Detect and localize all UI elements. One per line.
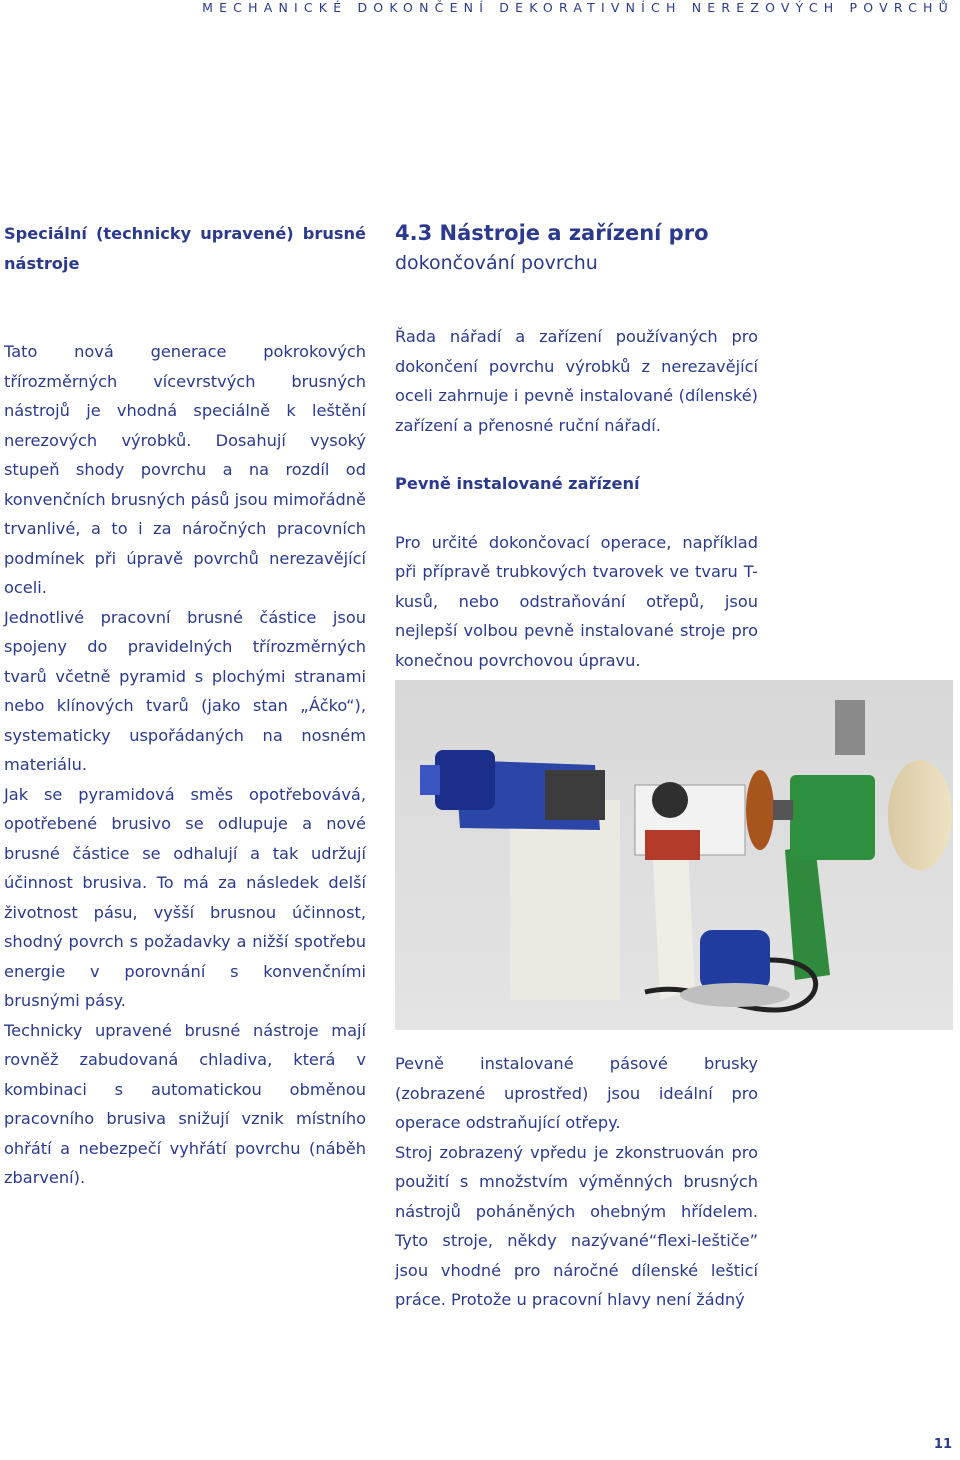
right-paragraph: Pro určité dokončovací operace, například při přípravě trubkových tvarovek ve tvaru T-kusů, nebo odstraňování otřepů, jsou nejlepší volbou pevně instalované stroje pro konečnou povrchovou úpravu. [395, 532, 758, 670]
section-heading-line2: dokončování povrchu [395, 251, 598, 274]
left-heading: Speciální (technicky upravené) brusné nástroje [4, 224, 366, 273]
section-heading-line1: 4.3 Nástroje a zařízení pro [395, 221, 709, 245]
right-intro: Řada nářadí a zařízení používaných pro dokončení povrchu výrobků z nerezavějící oceli zahrnuje i pevně instalované (dílenské) zařízení a přenosné ruční nářadí. [395, 327, 758, 435]
section-heading [395, 219, 758, 278]
caption-paragraph-1: Pevně instalované pásové brusky (zobrazené uprostřed) jsou ideální pro operace odstraňující otřepy. [395, 1054, 758, 1132]
right-subheading: Pevně instalované zařízení [395, 474, 640, 493]
left-paragraph-4: Technicky upravené brusné nástroje mají rovněž zabudovaná chladiva, která v kombinaci s automatickou obměnou pracovního brusiva snižují vznik místního ohřátí a nebezpečí vyhřátí povrchu (náběh zbarvení). [4, 1020, 366, 1187]
photo-caption [395, 1049, 758, 1315]
left-column [4, 219, 366, 1193]
left-paragraph-2: Jednotlivé pracovní brusné částice jsou spojeny do pravidelných třírozměrných tvarů včetně pyramid s plochými stranami nebo klínových tvarů (jako stan „Áčko“), systematicky uspořádaných na nosném materiálu. [4, 607, 366, 774]
right-column [395, 219, 758, 675]
left-paragraph-1: Tato nová generace pokrokových třírozměrných vícevrstvých brusných nástrojů je vhodná speciálně k leštění nerezových výrobků. Dosahují vysoký stupeň shody povrchu a na rozdíl od konvenčních brusných pásů jsou mimořádně trvanlivé, a to i za náročných pracovních podmínek při úpravě povrchů nerezavějící oceli. [4, 342, 366, 597]
machines-photo-illustration [395, 680, 953, 1030]
left-paragraph-3: Jak se pyramidová směs opotřebovává, opotřebené brusivo se odlupuje a nové brusné částice se odhalují a tak udržují účinnost brusiva. To má za následek delší životnost pásu, vyšší brusnou účinnost, shodný povrch s požadavky a nižší spotřebu energie v porovnání s konvenčními brusnými pásy. [4, 784, 366, 1010]
caption-paragraph-2: Stroj zobrazený vpředu je zkonstruován pro použití s množstvím výměnných brusných nástrojů poháněných ohebným hřídelem. Tyto stroje, někdy nazývané“flexi-leštiče” jsou vhodné pro náročné dílenské lešticí práce. Protože u pracovní hlavy není žádný [395, 1142, 758, 1309]
page-number: 11 [933, 1437, 952, 1452]
running-header: MECHANICKÉ DOKONČENÍ DEKORATIVNÍCH NEREZOVÝCH POVRCHŮ [202, 0, 954, 15]
machines-photo [395, 680, 953, 1030]
